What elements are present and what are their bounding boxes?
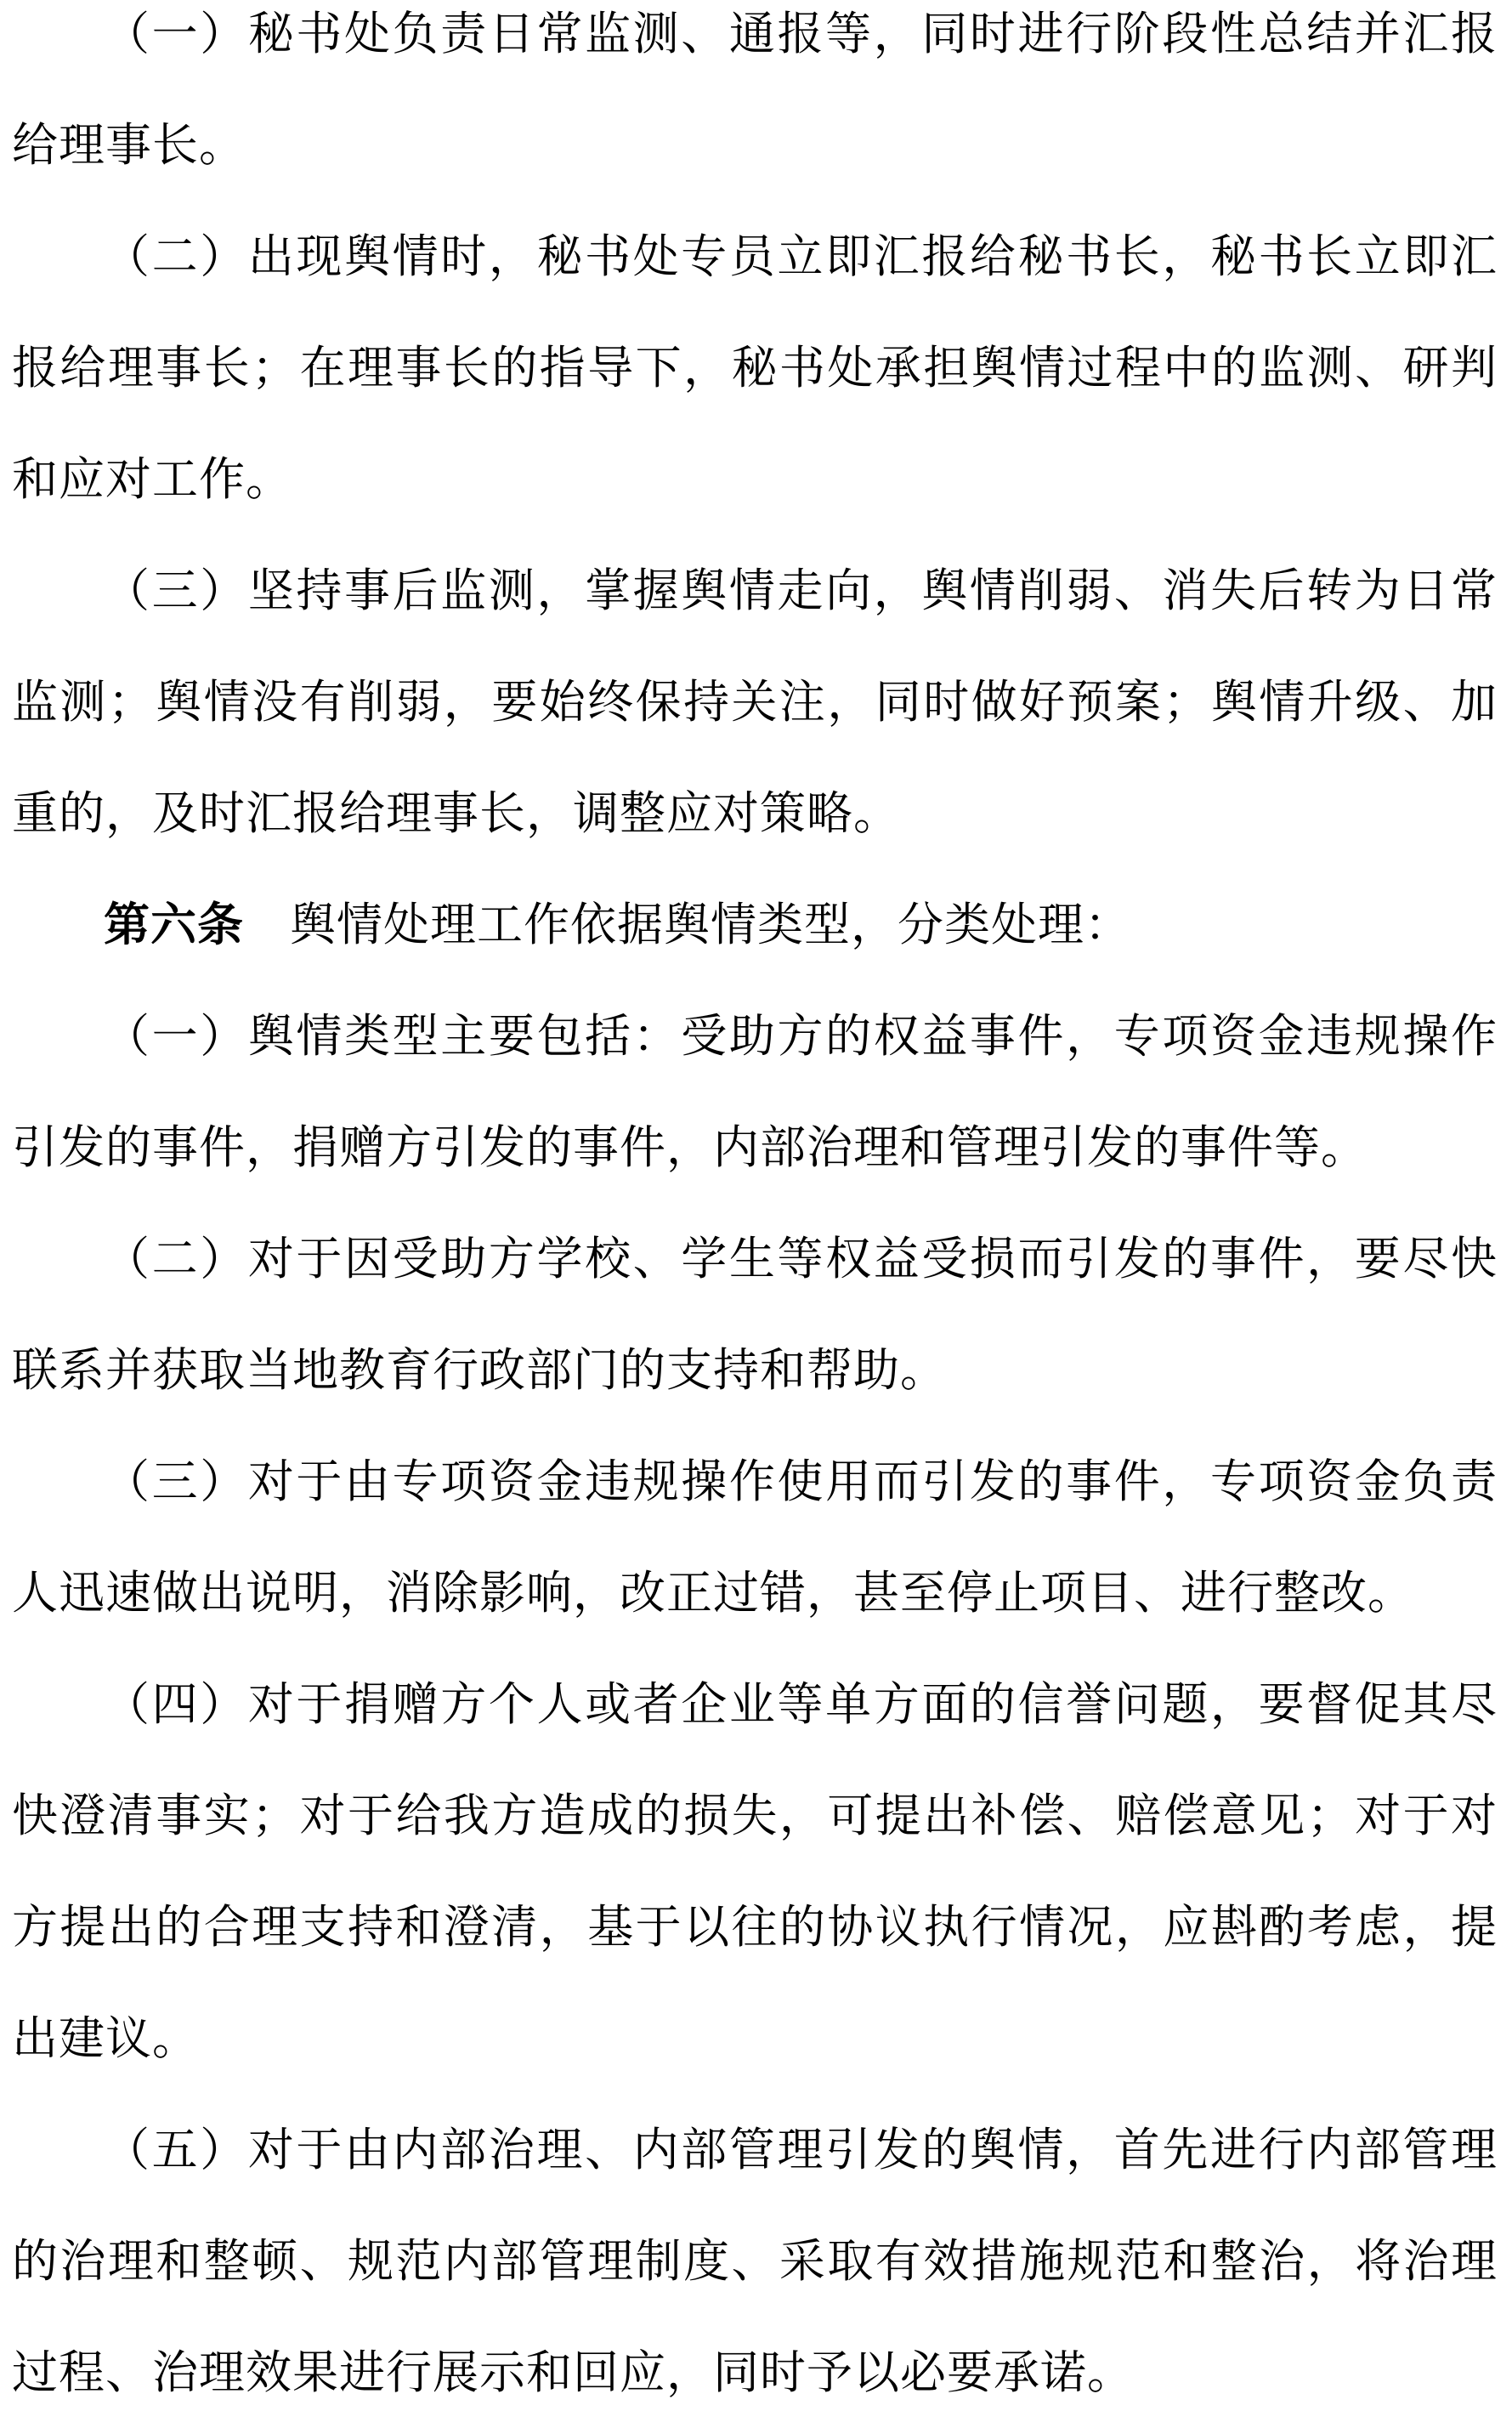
paragraph-3: （三）坚持事后监测，掌握舆情走向，舆情削弱、消失后转为日常监测；舆情没有削弱，要始终保持关注，同时做好预案；舆情升级、加重的，及时汇报给理事长，调整应对策略。: [12, 564, 1498, 840]
paragraph-9: （五）对于由内部治理、内部管理引发的舆情，首先进行内部管理的治理和整顿、规范内部管理制度、采取有效措施规范和整治，将治理过程、治理效果进行展示和回应，同时予以必要承诺。: [12, 2123, 1498, 2399]
paragraph-5: （一）舆情类型主要包括：受助方的权益事件，专项资金违规操作引发的事件，捐赠方引发的事件，内部治理和管理引发的事件等。: [12, 1009, 1498, 1174]
paragraph-1: （一）秘书处负责日常监测、通报等，同时进行阶段性总结并汇报给理事长。: [12, 7, 1498, 172]
article-6-paragraph: [12, 869, 1498, 980]
document-page: [12, 0, 1498, 2428]
article-number: 第六条: [104, 898, 244, 951]
paragraph-6: （二）对于因受助方学校、学生等权益受损而引发的事件，要尽快联系并获取当地教育行政部门的支持和帮助。: [12, 1232, 1498, 1397]
paragraph-7: （三）对于由专项资金违规操作使用而引发的事件，专项资金负责人迅速做出说明，消除影响，改正过错，甚至停止项目、进行整改。: [12, 1455, 1498, 1620]
paragraph-2: （二）出现舆情时，秘书处专员立即汇报给秘书长，秘书长立即汇报给理事长；在理事长的指导下，秘书处承担舆情过程中的监测、研判和应对工作。: [12, 230, 1498, 506]
article-6-text: 舆情处理工作依据舆情类型，分类处理：: [290, 898, 1131, 951]
paragraph-8: （四）对于捐赠方个人或者企业等单方面的信誉问题，要督促其尽快澄清事实；对于给我方造成的损失，可提出补偿、赔偿意见；对于对方提出的合理支持和澄清，基于以往的协议执行情况，应斟酌考虑，提出建议。: [12, 1677, 1498, 2065]
